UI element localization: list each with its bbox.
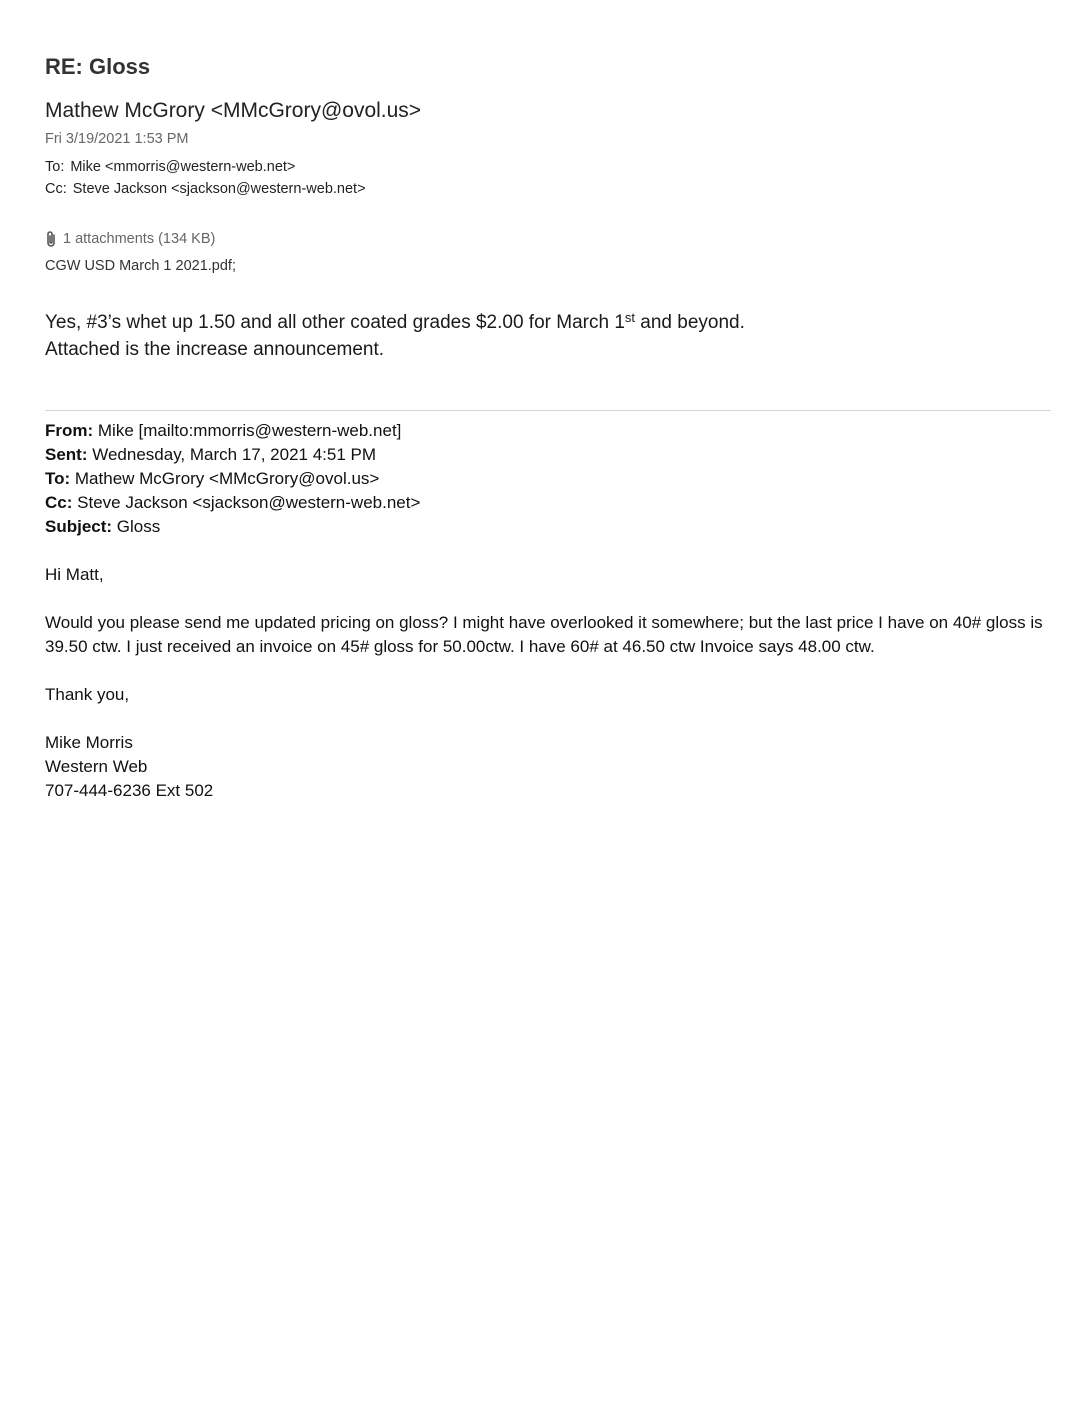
- to-recipients: [45, 159, 295, 175]
- quote-divider: [45, 410, 1051, 411]
- quoted-to: [45, 467, 1045, 491]
- sender[interactable]: Mathew McGrory <MMcGrory@ovol.us>: [45, 99, 422, 122]
- reply-line-2: Attached is the increase announcement.: [45, 339, 385, 360]
- cc-label: Cc:: [45, 181, 67, 197]
- to-label: To:: [45, 159, 65, 175]
- quoted-body: Would you please send me updated pricing on gloss? I might have overlooked it somewhere; but the last price I have on 40# gloss is 39.50 ctw. I just received an invoice on 45# gloss for 50.00ctw. I have 60# at 46.50 ctw Invoice says 48.00 ctw.: [45, 613, 1043, 656]
- reply-body: [45, 309, 745, 363]
- quoted-to-value: Mathew McGrory <MMcGrory@ovol.us>: [70, 469, 380, 488]
- quoted-from: [45, 419, 1045, 443]
- reply-text-a: Yes, #3’s whet up 1.50 and all other coated grades $2.00 for March 1: [45, 312, 625, 333]
- quoted-subject-label: Subject:: [45, 517, 113, 536]
- quoted-cc-value: Steve Jackson <sjackson@western-web.net>: [72, 493, 421, 512]
- quoted-greeting: Hi Matt,: [45, 565, 104, 584]
- quoted-from-value: Mike [mailto:mmorris@western-web.net]: [93, 421, 402, 440]
- quoted-to-label: To:: [45, 469, 71, 488]
- cc-value[interactable]: Steve Jackson <sjackson@western-web.net>: [72, 181, 366, 197]
- sent-date: Fri 3/19/2021 1:53 PM: [45, 131, 189, 147]
- email-subject: RE: Gloss: [45, 54, 151, 79]
- to-value[interactable]: Mike <mmorris@western-web.net>: [70, 159, 296, 175]
- attachment-file-link[interactable]: CGW USD March 1 2021.pdf;: [45, 258, 236, 274]
- paperclip-icon: [45, 230, 57, 248]
- quoted-cc: [45, 491, 1045, 515]
- signature-company: Western Web: [45, 757, 148, 776]
- quoted-closing: Thank you,: [45, 685, 130, 704]
- signature-name: Mike Morris: [45, 733, 133, 752]
- signature-phone: 707-444-6236 Ext 502: [45, 781, 214, 800]
- quoted-from-label: From:: [45, 421, 94, 440]
- cc-recipients: [45, 181, 366, 197]
- quoted-sent: [45, 443, 1045, 467]
- reply-line-1: [45, 309, 745, 336]
- quoted-cc-label: Cc:: [45, 493, 73, 512]
- reply-text-b: and beyond.: [635, 312, 745, 333]
- quoted-sent-label: Sent:: [45, 445, 88, 464]
- quoted-subject-value: Gloss: [112, 517, 161, 536]
- quoted-message: [45, 419, 1045, 803]
- quoted-subject: [45, 515, 1045, 539]
- attachments-count: 1 attachments (134 KB): [63, 231, 216, 247]
- quoted-sent-value: Wednesday, March 17, 2021 4:51 PM: [87, 445, 377, 464]
- attachments-summary: [45, 230, 215, 248]
- reply-superscript: st: [624, 310, 636, 325]
